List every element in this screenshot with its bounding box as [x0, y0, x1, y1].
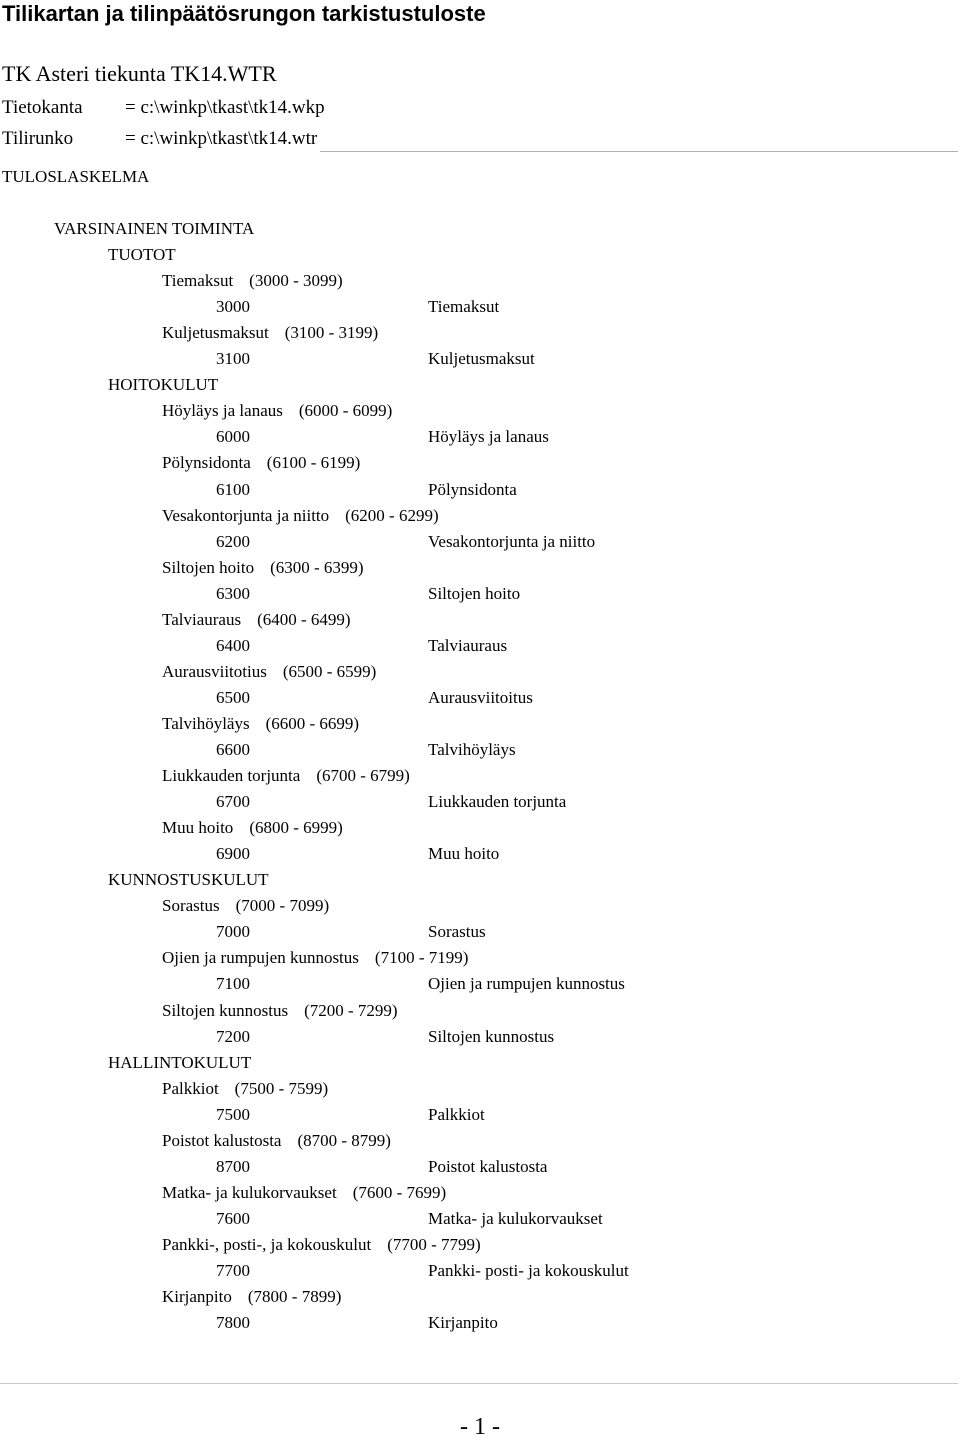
- account-range-label: Ojien ja rumpujen kunnostus: [162, 948, 359, 967]
- account-number: 3100: [216, 349, 250, 368]
- account-range-row: [162, 1130, 391, 1152]
- account-number: 6100: [216, 480, 250, 499]
- account-range-numbers: (6100 - 6199): [266, 453, 361, 472]
- account-number: 6400: [216, 636, 250, 655]
- account-name: Siltojen kunnostus: [428, 1027, 555, 1046]
- account-range-numbers: (7000 - 7099): [235, 896, 330, 915]
- account-range-label: Muu hoito: [162, 818, 234, 837]
- account-range-label: Matka- ja kulukorvaukset: [162, 1183, 337, 1202]
- page-number-text: - 1 -: [460, 1414, 500, 1440]
- account-range-row: [162, 557, 364, 579]
- account-range-numbers: (6200 - 6299): [345, 506, 439, 525]
- account-number: 6000: [216, 427, 250, 446]
- account-range-numbers: (6000 - 6099): [298, 401, 393, 420]
- account-name: Talvihöyläys: [428, 740, 516, 759]
- account-number: 7200: [216, 1027, 250, 1046]
- account-range-label: Pölynsidonta: [162, 453, 251, 472]
- account-range-numbers: (7500 - 7599): [234, 1079, 329, 1098]
- account-range-row: [162, 817, 343, 839]
- account-range-row: [162, 452, 360, 474]
- group-heading: KUNNOSTUSKULUT: [108, 870, 269, 889]
- account-range-numbers: (6500 - 6599): [282, 662, 377, 681]
- account-number: 6200: [216, 532, 250, 551]
- account-name: Muu hoito: [428, 844, 500, 863]
- account-range-numbers: (7700 - 7799): [387, 1235, 481, 1254]
- account-name: Aurausviitoitus: [428, 688, 533, 707]
- info-label-tietokanta: Tietokanta: [2, 97, 83, 118]
- account-name: Ojien ja rumpujen kunnostus: [428, 974, 625, 993]
- section-heading: VARSINAINEN TOIMINTA: [54, 219, 255, 238]
- account-range-numbers: (6300 - 6399): [270, 558, 364, 577]
- account-name: Kirjanpito: [428, 1313, 498, 1332]
- bottom-divider: [0, 1383, 958, 1384]
- account-range-row: [162, 505, 439, 527]
- account-range-numbers: (7800 - 7899): [247, 1287, 342, 1306]
- account-number: 7500: [216, 1105, 250, 1124]
- account-name: Pölynsidonta: [428, 480, 517, 499]
- top-divider: [320, 151, 958, 152]
- info-label-tilirunko: Tilirunko: [2, 128, 74, 149]
- account-range-row: [162, 713, 359, 735]
- account-range-row: [162, 661, 376, 683]
- info-value-tietokanta: = c:\winkp\tkast\tk14.wkp: [125, 97, 325, 118]
- account-range-numbers: (6700 - 6799): [316, 766, 410, 785]
- account-number: 7100: [216, 974, 250, 993]
- account-range-row: [162, 609, 351, 631]
- account-range-row: [162, 1000, 398, 1022]
- account-name: Kuljetusmaksut: [428, 349, 535, 368]
- account-name: Matka- ja kulukorvaukset: [428, 1209, 603, 1228]
- account-number: 6900: [216, 844, 250, 863]
- account-range-numbers: (6600 - 6699): [265, 714, 360, 733]
- account-range-row: [162, 1078, 328, 1100]
- group-heading: HOITOKULUT: [108, 375, 219, 394]
- account-name: Palkkiot: [428, 1105, 485, 1124]
- account-range-row: [162, 1286, 341, 1308]
- account-name: Talviauraus: [428, 636, 508, 655]
- account-range-row: [162, 322, 378, 344]
- account-range-label: Tiemaksut: [162, 271, 234, 290]
- account-range-numbers: (7600 - 7699): [352, 1183, 447, 1202]
- account-number: 6700: [216, 792, 250, 811]
- group-heading: TUOTOT: [108, 245, 176, 264]
- account-range-row: [162, 1182, 446, 1204]
- account-name: Poistot kalustosta: [428, 1157, 548, 1176]
- account-range-numbers: (7200 - 7299): [304, 1001, 398, 1020]
- account-range-label: Palkkiot: [162, 1079, 219, 1098]
- account-number: 6600: [216, 740, 250, 759]
- account-range-row: [162, 1234, 481, 1256]
- account-range-row: [162, 270, 343, 292]
- account-range-row: [162, 895, 329, 917]
- info-value-tilirunko: = c:\winkp\tkast\tk14.wtr: [125, 128, 318, 149]
- page-subtitle: TK Asteri tiekunta TK14.WTR: [2, 61, 277, 86]
- account-range-label: Siltojen hoito: [162, 558, 255, 577]
- account-name: Tiemaksut: [428, 297, 500, 316]
- account-range-label: Pankki-, posti-, ja kokouskulut: [162, 1235, 372, 1254]
- account-range-row: [162, 765, 410, 787]
- account-range-label: Höyläys ja lanaus: [162, 401, 283, 420]
- account-name: Vesakontorjunta ja niitto: [428, 532, 596, 551]
- group-heading: HALLINTOKULUT: [108, 1053, 252, 1072]
- account-number: 3000: [216, 297, 250, 316]
- report-title: TULOSLASKELMA: [2, 167, 150, 186]
- account-range-label: Kuljetusmaksut: [162, 323, 269, 342]
- account-range-numbers: (8700 - 8799): [297, 1131, 391, 1150]
- account-range-label: Liukkauden torjunta: [162, 766, 301, 785]
- account-range-row: [162, 947, 468, 969]
- account-number: 7000: [216, 922, 250, 941]
- account-range-label: Talvihöyläys: [162, 714, 250, 733]
- account-range-row: [162, 400, 392, 422]
- account-name: Höyläys ja lanaus: [428, 427, 549, 446]
- account-name: Pankki- posti- ja kokouskulut: [428, 1261, 629, 1280]
- account-number: 8700: [216, 1157, 250, 1176]
- account-range-numbers: (3100 - 3199): [284, 323, 379, 342]
- account-range-label: Vesakontorjunta ja niitto: [162, 506, 330, 525]
- account-number: 7600: [216, 1209, 250, 1228]
- account-name: Liukkauden torjunta: [428, 792, 567, 811]
- account-number: 7700: [216, 1261, 250, 1280]
- account-range-numbers: (6800 - 6999): [249, 818, 343, 837]
- account-range-label: Kirjanpito: [162, 1287, 232, 1306]
- account-range-numbers: (7100 - 7199): [374, 948, 469, 967]
- account-range-label: Talviauraus: [162, 610, 242, 629]
- account-range-numbers: (6400 - 6499): [257, 610, 351, 629]
- account-number: 6500: [216, 688, 250, 707]
- account-number: 6300: [216, 584, 250, 603]
- account-range-label: Sorastus: [162, 896, 220, 915]
- account-range-numbers: (3000 - 3099): [249, 271, 343, 290]
- account-range-label: Siltojen kunnostus: [162, 1001, 289, 1020]
- page-title: Tilikartan ja tilinpäätösrungon tarkistustuloste: [2, 1, 486, 26]
- account-range-label: Poistot kalustosta: [162, 1131, 282, 1150]
- account-name: Sorastus: [428, 922, 486, 941]
- account-range-label: Aurausviitotius: [162, 662, 267, 681]
- account-number: 7800: [216, 1313, 250, 1332]
- account-name: Siltojen hoito: [428, 584, 521, 603]
